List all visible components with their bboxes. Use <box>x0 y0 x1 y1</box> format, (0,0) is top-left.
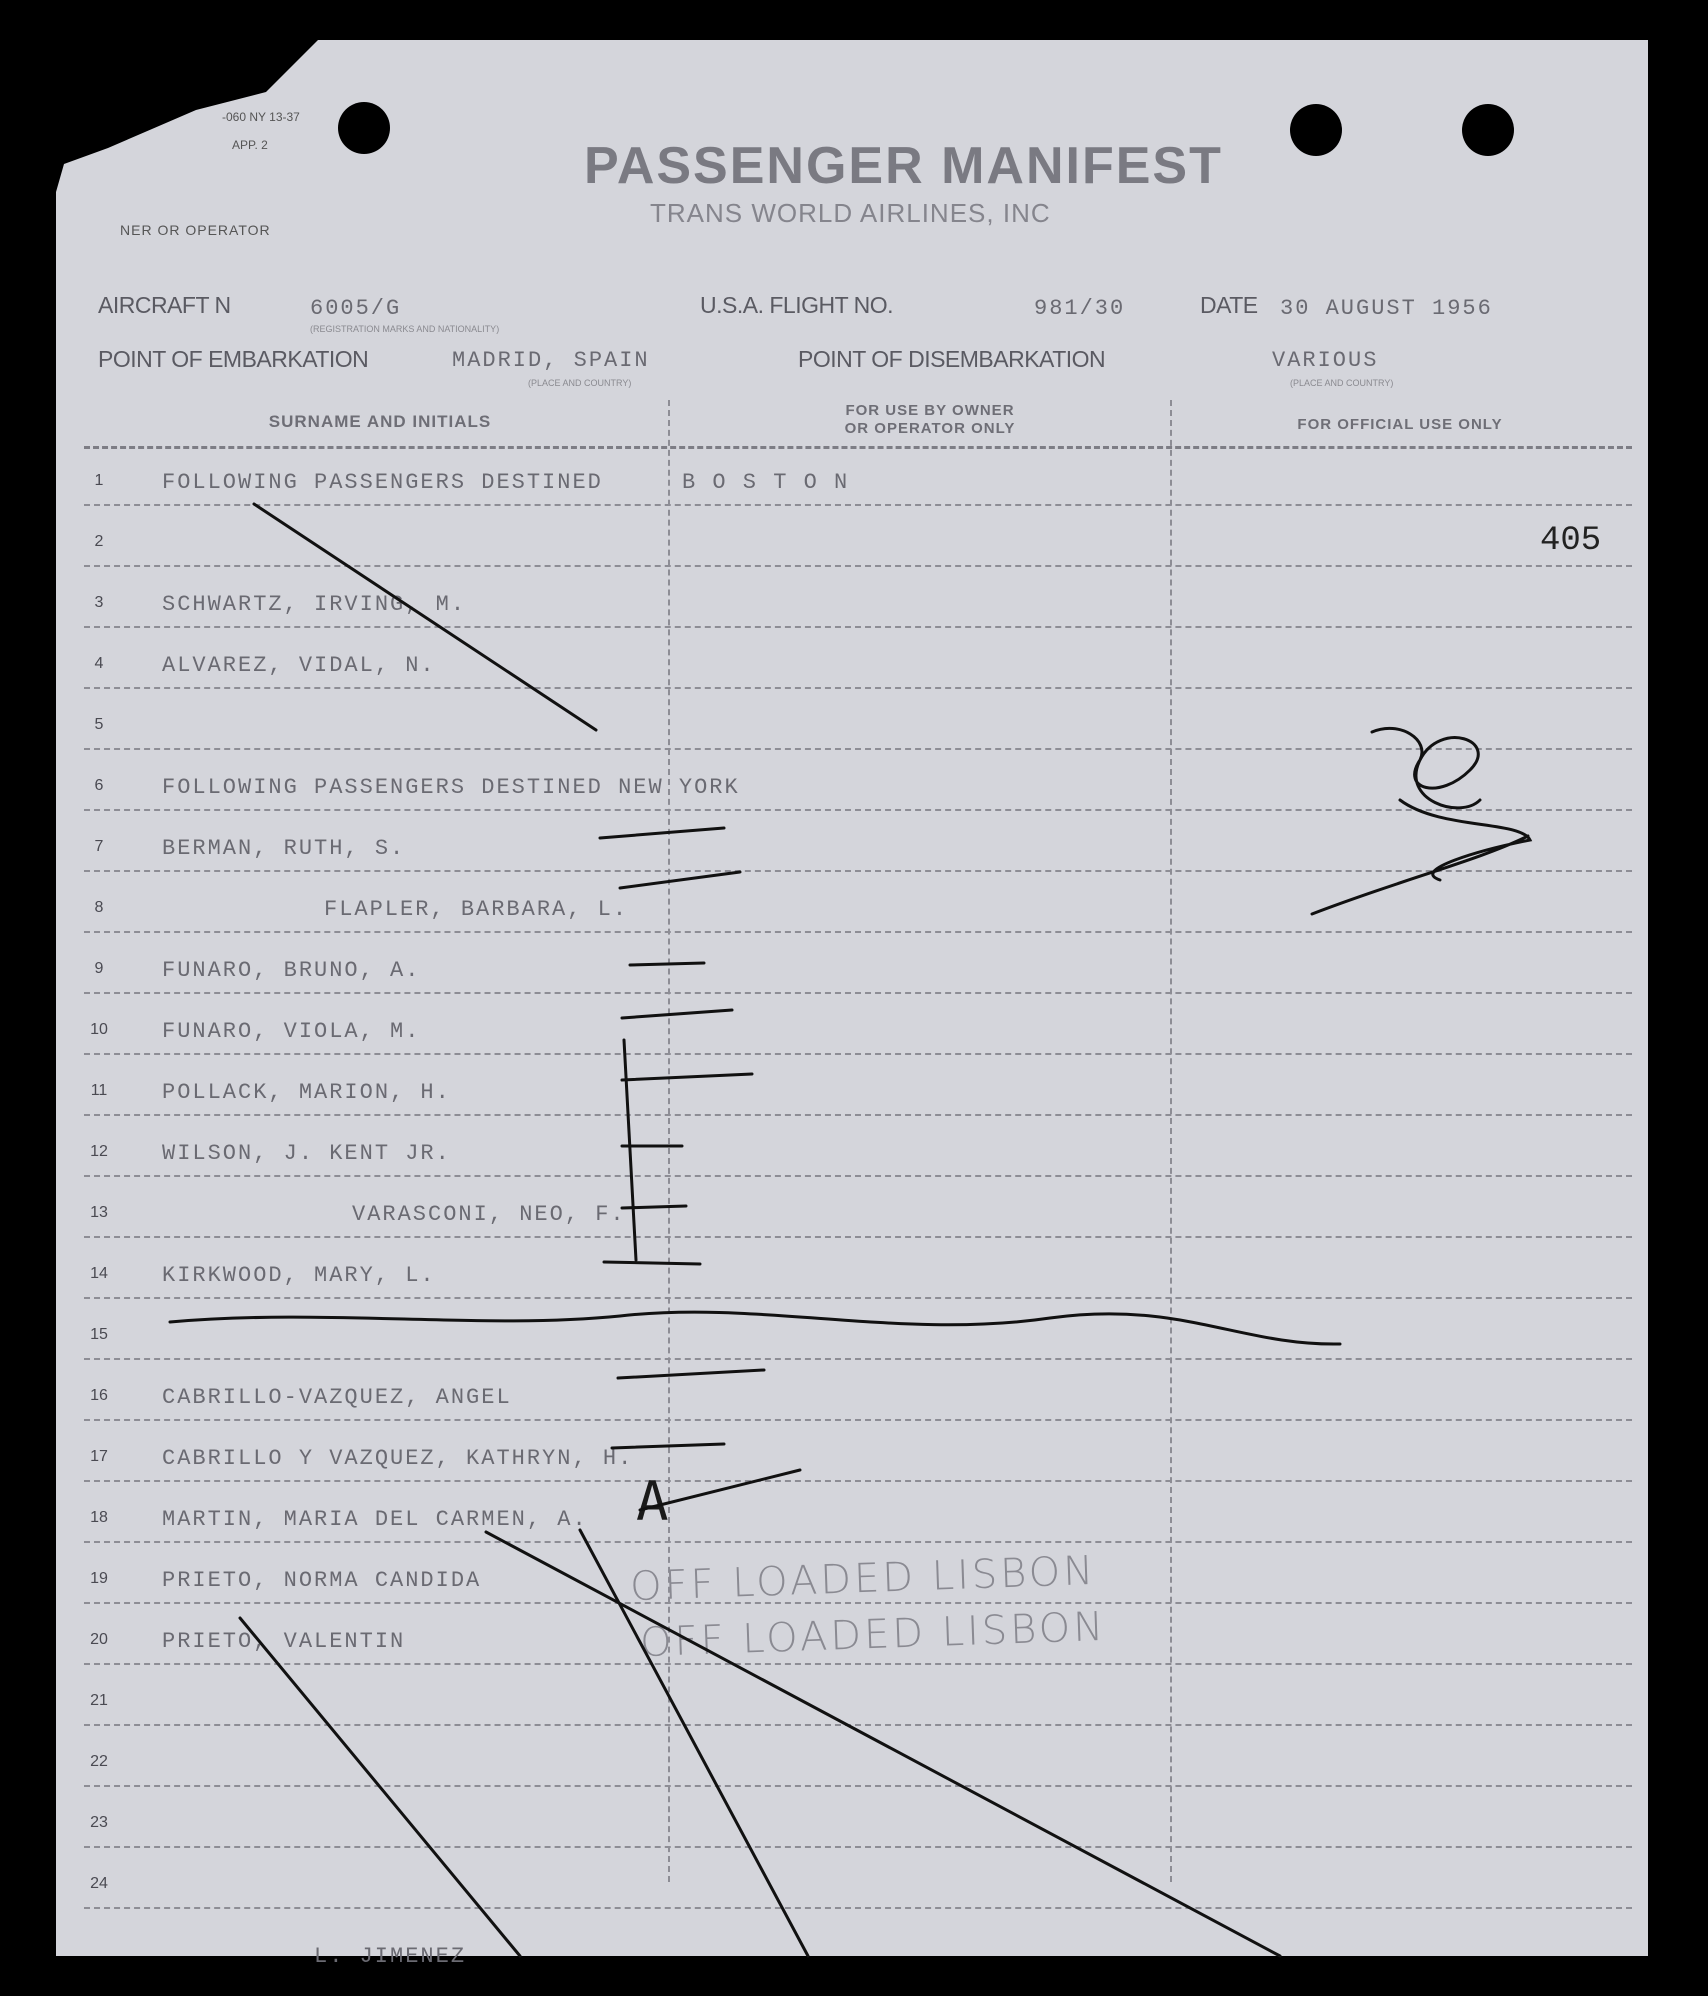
row-number: 19 <box>90 1570 108 1587</box>
row-number: 23 <box>90 1814 108 1831</box>
row-number: 1 <box>94 472 104 489</box>
aircraft-value: 6005/G <box>310 296 402 321</box>
diagonal-3 <box>486 1532 1280 1956</box>
footer-name: L. JIMENEZ <box>314 1944 467 1969</box>
row-number: 15 <box>90 1326 108 1343</box>
operator-note: B O S T O N <box>682 470 850 495</box>
page-title: PASSENGER MANIFEST <box>584 137 1223 195</box>
embarkation-caption: (PLACE AND COUNTRY) <box>528 378 632 388</box>
row-number: 18 <box>90 1509 108 1526</box>
tick-row-7 <box>600 828 724 838</box>
passenger-name: ALVAREZ, VIDAL, N. <box>162 653 436 678</box>
strike-row-18 <box>640 1470 800 1510</box>
date-value: 30 AUGUST 1956 <box>1280 296 1493 321</box>
row-number: 13 <box>90 1204 108 1221</box>
handwritten-mark-a: A <box>636 1470 669 1533</box>
tick-row-8 <box>620 872 740 888</box>
passenger-name: SCHWARTZ, IRVING, M. <box>162 592 467 617</box>
tick-row-11 <box>622 1074 752 1080</box>
flight-label: U.S.A. FLIGHT NO. <box>700 292 893 318</box>
passenger-name: BERMAN, RUTH, S. <box>162 836 406 861</box>
disembarkation-caption: (PLACE AND COUNTRY) <box>1290 378 1394 388</box>
passenger-name: FLAPLER, BARBARA, L. <box>324 897 629 922</box>
offload-note-1: OFF LOADED LISBON <box>629 1547 1097 1611</box>
row-number: 10 <box>90 1021 108 1038</box>
diagonal-2 <box>580 1530 808 1956</box>
tick-row-10 <box>622 1010 732 1018</box>
row-number: 9 <box>94 960 104 977</box>
row-number: 3 <box>94 594 104 611</box>
embarkation-value: MADRID, SPAIN <box>452 348 650 373</box>
row-number: 14 <box>90 1265 108 1282</box>
strike-boston-group <box>254 504 596 730</box>
row-number: 7 <box>94 838 104 855</box>
passenger-name: WILSON, J. KENT JR. <box>162 1141 451 1166</box>
tick-row-16 <box>618 1370 764 1378</box>
aircraft-label: AIRCRAFT N <box>98 292 231 318</box>
row-number: 11 <box>90 1082 108 1099</box>
disembarkation-label: POINT OF DISEMBARKATION <box>798 346 1106 372</box>
owner-operator-label: NER OR OPERATOR <box>120 222 271 238</box>
passenger-name: POLLACK, MARION, H. <box>162 1080 451 1105</box>
row-number: 8 <box>94 899 104 916</box>
date-label: DATE <box>1200 292 1258 318</box>
row-number: 6 <box>94 777 104 794</box>
row-number: 17 <box>90 1448 108 1465</box>
passenger-name: CABRILLO-VAZQUEZ, ANGEL <box>162 1385 512 1410</box>
column-header-official: FOR OFFICIAL USE ONLY <box>1297 416 1503 433</box>
row-number: 20 <box>90 1631 108 1648</box>
passenger-name: VARASCONI, NEO, F. <box>352 1202 626 1227</box>
flight-value: 981/30 <box>1034 296 1126 321</box>
row-number: 2 <box>94 533 104 550</box>
row-number: 21 <box>90 1692 108 1709</box>
aircraft-caption: (REGISTRATION MARKS AND NATIONALITY) <box>310 324 500 334</box>
vertical-check <box>624 1040 636 1260</box>
passenger-name: FOLLOWING PASSENGERS DESTINED <box>162 470 603 495</box>
tick-row-17 <box>612 1444 724 1448</box>
passenger-name: PRIETO, NORMA CANDIDA <box>162 1568 482 1593</box>
embarkation-label: POINT OF EMBARKATION <box>98 346 369 372</box>
wavy-line <box>170 1312 1340 1344</box>
signature <box>1312 728 1530 914</box>
disembarkation-value: VARIOUS <box>1272 348 1379 373</box>
row-number: 22 <box>90 1753 108 1770</box>
page-number: 405 <box>1540 522 1602 560</box>
offload-note-2: OFF LOADED LISBON <box>639 1603 1107 1667</box>
passenger-name: CABRILLO Y VAZQUEZ, KATHRYN, H. <box>162 1446 634 1471</box>
row-number: 24 <box>90 1875 108 1892</box>
row-number: 4 <box>94 655 104 672</box>
airline-name: TRANS WORLD AIRLINES, INC <box>650 198 1051 228</box>
column-header-owner-line1: FOR USE BY OWNER <box>845 402 1015 419</box>
passenger-name: KIRKWOOD, MARY, L. <box>162 1263 436 1288</box>
row-number: 16 <box>90 1387 108 1404</box>
form-code-app: APP. 2 <box>232 138 268 152</box>
passenger-name: MARTIN, MARIA DEL CARMEN, A. <box>162 1507 588 1532</box>
row-number: 5 <box>94 716 104 733</box>
tick-row-9 <box>630 963 704 965</box>
passenger-name: FUNARO, VIOLA, M. <box>162 1019 421 1044</box>
diagonal-1 <box>240 1618 520 1956</box>
form-code: -060 NY 13-37 <box>222 110 300 124</box>
tick-row-14 <box>604 1262 700 1264</box>
passenger-name: FUNARO, BRUNO, A. <box>162 958 421 983</box>
passenger-name: PRIETO, VALENTIN <box>162 1629 406 1654</box>
passenger-name: FOLLOWING PASSENGERS DESTINED NEW YORK <box>162 775 740 800</box>
column-header-surname: SURNAME AND INITIALS <box>268 412 492 431</box>
row-number: 12 <box>90 1143 108 1160</box>
column-header-owner-line2: OR OPERATOR ONLY <box>844 420 1016 437</box>
